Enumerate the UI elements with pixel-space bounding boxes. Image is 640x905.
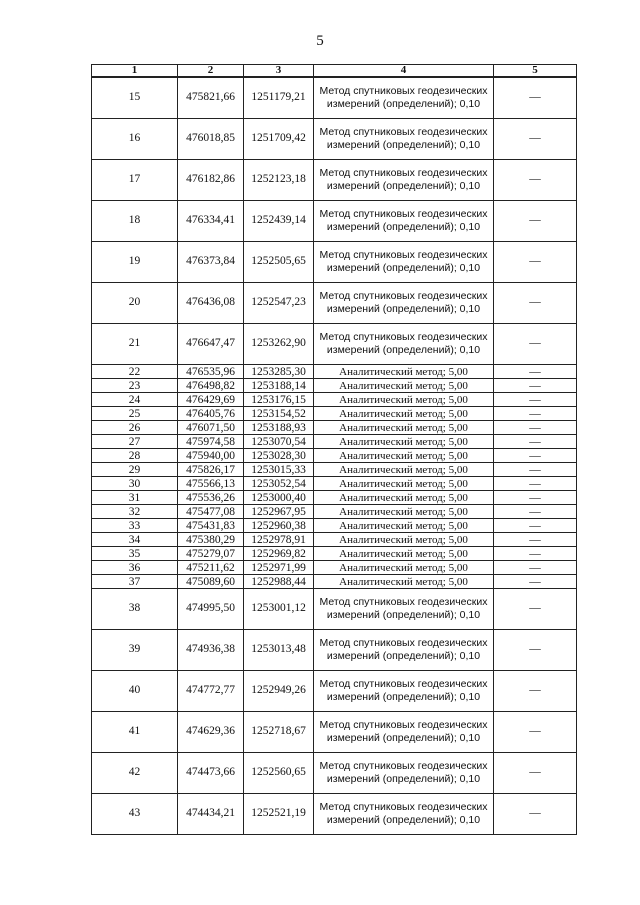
x-coordinate-cell: 475211,62 [178,561,244,575]
note-cell: — [494,477,577,491]
note-cell: — [494,794,577,835]
point-number-cell: 42 [92,753,178,794]
y-coordinate-cell: 1252978,91 [244,533,314,547]
method-cell: Аналитический метод; 5,00 [314,407,494,421]
table-row [92,561,577,575]
method-cell: Метод спутниковых геодезических измерений (определений); 0,10 [314,119,494,160]
point-number-cell: 18 [92,201,178,242]
y-coordinate-cell: 1253001,12 [244,589,314,630]
y-coordinate-cell: 1253176,15 [244,393,314,407]
method-cell: Аналитический метод; 5,00 [314,393,494,407]
method-cell: Метод спутниковых геодезических измерений (определений); 0,10 [314,201,494,242]
x-coordinate-cell: 475089,60 [178,575,244,589]
table-body [92,77,577,835]
method-cell: Аналитический метод; 5,00 [314,519,494,533]
point-number-cell: 38 [92,589,178,630]
x-coordinate-cell: 476334,41 [178,201,244,242]
y-coordinate-cell: 1253015,33 [244,463,314,477]
table-row [92,449,577,463]
method-cell: Аналитический метод; 5,00 [314,379,494,393]
method-cell: Метод спутниковых геодезических измерений (определений); 0,10 [314,712,494,753]
column-header: 3 [244,65,314,78]
method-cell: Метод спутниковых геодезических измерений (определений); 0,10 [314,242,494,283]
point-number-cell: 30 [92,477,178,491]
method-cell: Метод спутниковых геодезических измерений (определений); 0,10 [314,589,494,630]
point-number-cell: 32 [92,505,178,519]
y-coordinate-cell: 1253188,93 [244,421,314,435]
y-coordinate-cell: 1253000,40 [244,491,314,505]
table-row [92,379,577,393]
x-coordinate-cell: 475566,13 [178,477,244,491]
note-cell: — [494,547,577,561]
method-cell: Аналитический метод; 5,00 [314,561,494,575]
table-row [92,463,577,477]
y-coordinate-cell: 1252718,67 [244,712,314,753]
point-number-cell: 28 [92,449,178,463]
note-cell: — [494,379,577,393]
note-cell: — [494,575,577,589]
point-number-cell: 19 [92,242,178,283]
x-coordinate-cell: 474995,50 [178,589,244,630]
note-cell: — [494,324,577,365]
note-cell: — [494,435,577,449]
note-cell: — [494,630,577,671]
method-cell: Аналитический метод; 5,00 [314,505,494,519]
method-cell: Аналитический метод; 5,00 [314,463,494,477]
x-coordinate-cell: 476405,76 [178,407,244,421]
note-cell: — [494,671,577,712]
note-cell: — [494,712,577,753]
table-row [92,407,577,421]
coordinates-table [91,64,577,835]
y-coordinate-cell: 1253188,14 [244,379,314,393]
method-cell: Аналитический метод; 5,00 [314,477,494,491]
note-cell: — [494,533,577,547]
method-cell: Аналитический метод; 5,00 [314,575,494,589]
point-number-cell: 36 [92,561,178,575]
table-row [92,519,577,533]
y-coordinate-cell: 1253285,30 [244,365,314,379]
point-number-cell: 31 [92,491,178,505]
x-coordinate-cell: 475974,58 [178,435,244,449]
point-number-cell: 29 [92,463,178,477]
x-coordinate-cell: 476498,82 [178,379,244,393]
y-coordinate-cell: 1252439,14 [244,201,314,242]
method-cell: Метод спутниковых геодезических измерений (определений); 0,10 [314,794,494,835]
note-cell: — [494,463,577,477]
point-number-cell: 22 [92,365,178,379]
y-coordinate-cell: 1253070,54 [244,435,314,449]
note-cell: — [494,407,577,421]
column-header: 2 [178,65,244,78]
column-header: 5 [494,65,577,78]
column-header: 4 [314,65,494,78]
x-coordinate-cell: 476071,50 [178,421,244,435]
point-number-cell: 23 [92,379,178,393]
table-row [92,283,577,324]
y-coordinate-cell: 1252960,38 [244,519,314,533]
method-cell: Метод спутниковых геодезических измерений (определений); 0,10 [314,753,494,794]
method-cell: Аналитический метод; 5,00 [314,449,494,463]
table-row [92,794,577,835]
point-number-cell: 17 [92,160,178,201]
point-number-cell: 26 [92,421,178,435]
point-number-cell: 20 [92,283,178,324]
table-row [92,753,577,794]
point-number-cell: 35 [92,547,178,561]
y-coordinate-cell: 1252505,65 [244,242,314,283]
y-coordinate-cell: 1253028,30 [244,449,314,463]
x-coordinate-cell: 476182,86 [178,160,244,201]
x-coordinate-cell: 475826,17 [178,463,244,477]
x-coordinate-cell: 476647,47 [178,324,244,365]
note-cell: — [494,201,577,242]
note-cell: — [494,160,577,201]
table-row [92,712,577,753]
point-number-cell: 16 [92,119,178,160]
note-cell: — [494,119,577,160]
table-row [92,575,577,589]
note-cell: — [494,753,577,794]
x-coordinate-cell: 475536,26 [178,491,244,505]
y-coordinate-cell: 1251179,21 [244,77,314,119]
table-row [92,160,577,201]
x-coordinate-cell: 475477,08 [178,505,244,519]
note-cell: — [494,365,577,379]
table-row [92,630,577,671]
x-coordinate-cell: 475279,07 [178,547,244,561]
table-row [92,324,577,365]
point-number-cell: 34 [92,533,178,547]
table-row [92,435,577,449]
point-number-cell: 15 [92,77,178,119]
point-number-cell: 39 [92,630,178,671]
table-row [92,421,577,435]
method-cell: Метод спутниковых геодезических измерений (определений); 0,10 [314,160,494,201]
point-number-cell: 21 [92,324,178,365]
note-cell: — [494,421,577,435]
table-row [92,365,577,379]
table-row [92,533,577,547]
point-number-cell: 25 [92,407,178,421]
x-coordinate-cell: 475380,29 [178,533,244,547]
table-row [92,477,577,491]
table-row [92,119,577,160]
table-row [92,201,577,242]
method-cell: Метод спутниковых геодезических измерений (определений); 0,10 [314,630,494,671]
method-cell: Аналитический метод; 5,00 [314,547,494,561]
y-coordinate-cell: 1252988,44 [244,575,314,589]
y-coordinate-cell: 1252967,95 [244,505,314,519]
x-coordinate-cell: 476436,08 [178,283,244,324]
method-cell: Метод спутниковых геодезических измерений (определений); 0,10 [314,283,494,324]
x-coordinate-cell: 476018,85 [178,119,244,160]
point-number-cell: 27 [92,435,178,449]
note-cell: — [494,449,577,463]
point-number-cell: 24 [92,393,178,407]
table-row [92,505,577,519]
method-cell: Аналитический метод; 5,00 [314,421,494,435]
table-row [92,589,577,630]
page-number: 5 [316,33,324,49]
y-coordinate-cell: 1253154,52 [244,407,314,421]
x-coordinate-cell: 475821,66 [178,77,244,119]
table-row [92,393,577,407]
point-number-cell: 33 [92,519,178,533]
note-cell: — [494,589,577,630]
point-number-cell: 41 [92,712,178,753]
note-cell: — [494,242,577,283]
note-cell: — [494,393,577,407]
method-cell: Аналитический метод; 5,00 [314,365,494,379]
note-cell: — [494,505,577,519]
y-coordinate-cell: 1251709,42 [244,119,314,160]
column-header: 1 [92,65,178,78]
table-row [92,547,577,561]
x-coordinate-cell: 474629,36 [178,712,244,753]
method-cell: Метод спутниковых геодезических измерений (определений); 0,10 [314,671,494,712]
y-coordinate-cell: 1252521,19 [244,794,314,835]
point-number-cell: 43 [92,794,178,835]
y-coordinate-cell: 1253262,90 [244,324,314,365]
x-coordinate-cell: 476429,69 [178,393,244,407]
method-cell: Аналитический метод; 5,00 [314,533,494,547]
x-coordinate-cell: 476535,96 [178,365,244,379]
table-header-row [92,65,577,78]
method-cell: Метод спутниковых геодезических измерений (определений); 0,10 [314,324,494,365]
note-cell: — [494,283,577,324]
table-row [92,77,577,119]
method-cell: Метод спутниковых геодезических измерений (определений); 0,10 [314,77,494,119]
x-coordinate-cell: 474772,77 [178,671,244,712]
note-cell: — [494,77,577,119]
x-coordinate-cell: 475431,83 [178,519,244,533]
y-coordinate-cell: 1252971,99 [244,561,314,575]
method-cell: Аналитический метод; 5,00 [314,435,494,449]
method-cell: Аналитический метод; 5,00 [314,491,494,505]
table-row [92,491,577,505]
y-coordinate-cell: 1252560,65 [244,753,314,794]
y-coordinate-cell: 1252123,18 [244,160,314,201]
point-number-cell: 37 [92,575,178,589]
x-coordinate-cell: 474434,21 [178,794,244,835]
y-coordinate-cell: 1253013,48 [244,630,314,671]
table-row [92,242,577,283]
note-cell: — [494,561,577,575]
y-coordinate-cell: 1253052,54 [244,477,314,491]
table-row [92,671,577,712]
note-cell: — [494,491,577,505]
y-coordinate-cell: 1252547,23 [244,283,314,324]
x-coordinate-cell: 474936,38 [178,630,244,671]
y-coordinate-cell: 1252969,82 [244,547,314,561]
x-coordinate-cell: 476373,84 [178,242,244,283]
point-number-cell: 40 [92,671,178,712]
note-cell: — [494,519,577,533]
x-coordinate-cell: 475940,00 [178,449,244,463]
x-coordinate-cell: 474473,66 [178,753,244,794]
y-coordinate-cell: 1252949,26 [244,671,314,712]
